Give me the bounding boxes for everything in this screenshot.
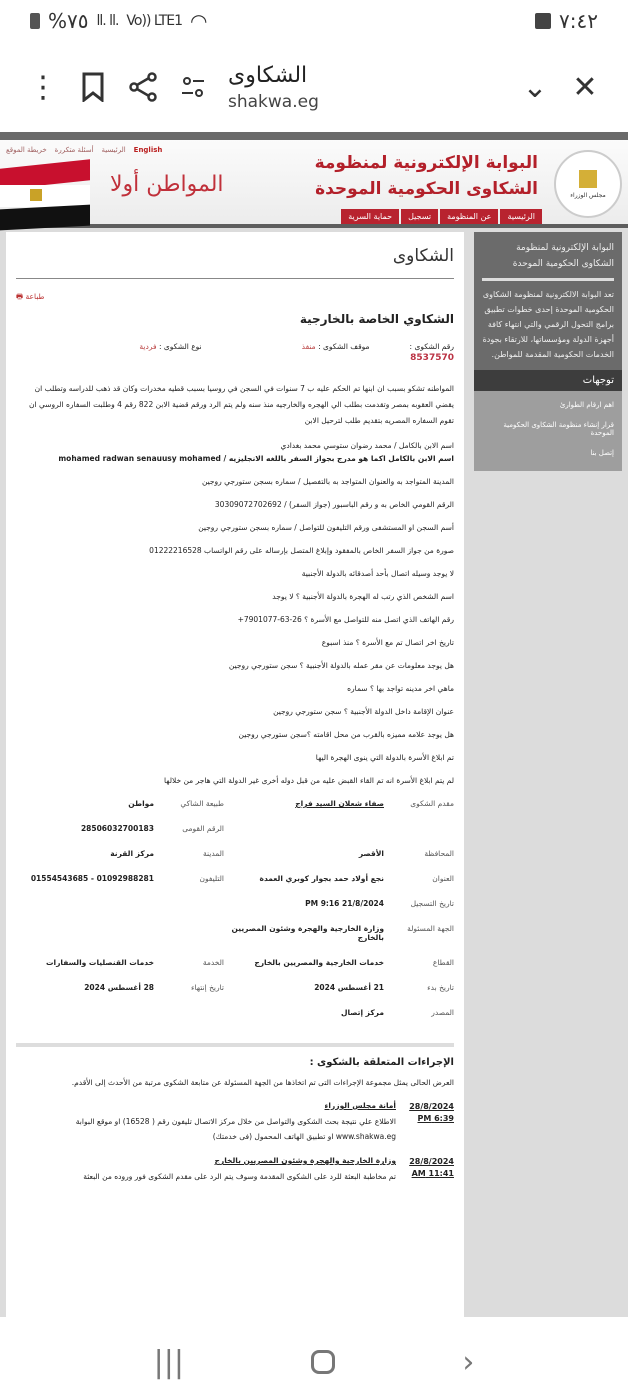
nav-register[interactable]: تسجيل [401,209,438,224]
detail-line: اسم الابن بالكامل / محمد رضوان ستوسي محمد بغدادي [280,441,454,450]
nav-privacy[interactable]: حماية السرية [341,209,399,224]
logo-caption: مجلس الوزراء [570,191,606,199]
complainant-info [16,799,454,1017]
wifi-icon: ◠ [190,9,208,33]
detail-line: لا يوجد وسيله اتصال بأحد أصدقائه بالدولة الأجنبية [301,569,454,578]
city: مركز القرنة [110,849,154,858]
detail-line: الرقم القومي الخاص به و رقم الباسبور (جواز السفر) / 30309072702692 [214,500,454,509]
print-label: طباعة [25,292,45,301]
actions-title: الإجراءات المتعلقة بالشكوى : [309,1057,454,1068]
governorate: الأقصر [358,849,384,858]
web-page [0,132,628,1317]
national-id: 28506032700183 [80,824,154,833]
detail-line: ماهي اخر مدينه تواجد بها ؟ سماره [347,684,454,693]
sidebar-text: تعد البوابة الالكترونية لمنظومة الشكاوى الحكومية الموحدة إحدى خطوات تطبيق برامج التحول الرقمي والتي انتهاء كافة أجهزة الدولة ومؤسساتها، للارتقاء بجودة الخدمات الحكومية المقدمة للمواطن. [482,290,614,359]
complaint-category-title: الشكاوي الخاصة بالخارجية [299,312,454,326]
detail-line: اسم الشخص الذي رتب له الهجرة بالدولة الأجنبية ؟ لا يوجد [272,592,454,601]
detail-line: اسم الابن بالكامل اكما هو مدرج بجواز السفر باللغه الانجليزيه / mohamed radwan senauusy mohamed [58,454,454,463]
service-label: الخدمة [202,958,224,967]
governorate-label: المحافظة [424,849,454,858]
submitter-label: مقدم الشكوى [410,799,454,808]
link-sitemap[interactable]: خريطة الموقع [6,146,47,154]
detail-line: عنوان الإقامة داخل الدولة الأجنبية ؟ سجن ستورجي روجين [273,707,454,716]
status-label: موقف الشكوى : [318,342,370,351]
sidebar-title: البوابة الإلكترونية لمنظومة الشكاوى الحكومية الموحدة [482,240,614,281]
page-title: الشكاوى [228,62,308,88]
actions-intro: العرض الحالى يمثل مجموعة الإجراءات التى تم اتخاذها من الجهة المسئولة عن متابعة الشكوى مرتبة من الأحدث إلى الأقدم. [71,1078,454,1087]
chevron-down-icon[interactable]: ⌄ [522,69,548,105]
sidebar-links [474,391,622,471]
network-label: Vo)) LTE1 [126,13,183,29]
action-date-day: 28/8/2024 [409,1157,454,1166]
sidebar-section-title: توجهات [474,370,622,391]
sector-label: القطاع [432,958,454,967]
complaint-number-label: رقم الشكوى : [409,342,454,351]
action-text: تم مخاطبة البعثة للرد على الشكوى المقدمة وسوف يتم الرد على مقدم الشكوى فور وروده من البعثة [83,1172,396,1181]
source: مركز إتصال [340,1008,384,1017]
link-english[interactable]: English [133,146,163,154]
egypt-flag-image [0,164,90,228]
action-time: 11:41 AM [411,1169,454,1178]
sidebar-link-contact[interactable]: إتصل بنا [590,449,614,457]
eagle-emblem-icon [579,170,597,188]
status-value: منفذ [301,342,316,351]
authority: وزارة الخارجية والهجرة وشئون المصريين بالخارج [231,924,384,942]
page-info[interactable] [218,63,510,112]
browser-toolbar [0,42,628,132]
portal-title-line2: الشكاوى الحكومية الموحدة [315,179,538,199]
action-text: الاطلاع علي نتيجة بحث الشكوى والتواصل من خلال مركز الاتصال تليفون رقم ( 16528) او موقع البوابة www.shakwa.eg او تطبيق الهاتف المحمول (فى خدمتك) [75,1117,396,1141]
type-label: نوع الشكوى : [158,342,202,351]
complaint-number: 8537570 [410,353,454,363]
service: خدمات القنصليات والسفارات [46,958,154,967]
detail-line: رقم الهاتف الذي اتصل منه للتواصل مع الأسرة ؟ 26-63-7901077+ [237,615,454,624]
detail-line: المدينة المتواجد به والعنوان المتواجد به بالتفصيل / سماره بسجن ستورجي روجين [201,477,454,486]
phone-label: التليفون [199,874,224,883]
authority-label: الجهة المسئولة [407,924,454,933]
complainant-type-label: طبيعة الشاكي [180,799,224,808]
site-header [0,140,628,228]
phone: 01092988281 - 01554543685 [30,874,154,883]
sidebar-about-box [474,232,622,370]
detail-line: هل يوجد علامه مميزه بالقرب من محل اقامته ؟سجن ستورجي روجين [238,730,454,739]
section-divider [16,1043,454,1047]
national-id-label: الرقم القومى [182,824,224,833]
more-menu-icon[interactable]: ⋮ [28,69,58,105]
home-icon[interactable] [311,1350,335,1374]
detail-line: تم ابلاغ الأسرة بالدولة التي ينوى الهجرة اليها [315,753,454,762]
status-bar [0,0,628,42]
action-date[interactable] [406,1156,454,1184]
main-nav [341,209,542,224]
complainant-type: مواطن [128,799,154,808]
action-org[interactable]: وزارة الخارجية والهجرة وشئون المصريين بالخارج [214,1156,396,1165]
complaint-meta [16,342,454,363]
clock: ٧:٤٢ [559,9,598,33]
page-url: shakwa.eg [228,91,319,112]
link-home[interactable]: الرئيسية [101,146,126,154]
sidebar-link-emergency[interactable]: اهم ارقام الطوارئ [559,401,614,409]
top-links [6,146,162,154]
action-org[interactable]: أمانة مجلس الوزراء [324,1101,396,1110]
back-icon[interactable]: › [462,1344,475,1380]
source-label: المصدر [431,1008,454,1017]
address-label: العنوان [432,874,454,883]
sidebar [474,232,622,1328]
address: نجع أولاد حمد بجوار كوبري العمدة [259,874,384,883]
sidebar-link-decree[interactable]: قرار إنشاء منظومة الشكاوى الحكومية الموحدة [503,421,614,437]
submitter-name[interactable]: صفاء شعلان السيد فراج [295,799,384,808]
detail-line: لم يتم ابلاغ الأسرة انه تم القاء القبض عليه من قبل دوله أخرى غير الدولة التي هاجر من خلالها [163,776,454,785]
detail-line: أسم السجن او المستشفى ورقم التليفون للتواصل / سماره بسجن ستورجي روجين [198,523,454,532]
recent-apps-icon[interactable]: ||| [153,1344,184,1380]
link-faq[interactable]: أسئلة متكررة [54,146,94,154]
top-strip [0,132,628,140]
registered-date: 21/8/2024 9:16 PM [305,899,384,908]
city-label: المدينة [202,849,224,858]
detail-line: تاريخ اخر اتصال تم مع الأسرة ؟ منذ اسبوع [321,638,454,647]
registered-label: تاريخ التسجيل [410,899,454,908]
action-item [16,1156,454,1184]
action-time: 6:39 PM [417,1114,454,1123]
type-value: فردية [139,342,157,351]
complaint-details [6,232,464,1328]
android-nav-bar [0,1317,628,1400]
sector: خدمات الخارجية والمصريين بالخارج [254,958,384,967]
cabinet-logo[interactable] [554,150,622,218]
battery-icon [30,13,40,29]
action-date[interactable] [406,1101,454,1144]
signal-icon: ll. ll. [96,13,119,29]
share-icon[interactable] [118,62,168,112]
end-date-label: تاريخ إنتهاء [190,983,224,992]
slogan: المواطن أولا [110,172,224,197]
detail-line: صورة من جواز السفر الخاص بالمفقود وإبلاغ المتصل بإرساله على رقم الواتساب 01222216528 [149,546,454,555]
start-date: 21 أغسطس 2024 [314,983,384,992]
close-icon[interactable]: ✕ [572,69,598,105]
battery-level: %٧٥ [48,9,89,33]
portal-title-line1: البوابة الإلكترونية لمنظومة [314,153,538,173]
start-date-label: تاريخ بدء [427,983,454,992]
detail-line: هل يوجد معلومات عن مقر عمله بالدولة الأجنبية ؟ سجن ستورجي روجين [228,661,454,670]
print-link[interactable]: 🖶 طباعة [16,292,45,301]
complaint-description: المواطنه تشكو بسبب ان ابنها تم الحكم عليه ب 7 سنوات في السجن في روسيا بسبب قطيه مخدرات وكان قد ذهب للدراسه وتطلب ان يقضي العقوبه بمصر وتقدمت بطلب الي الهجره والخارجيه منذ سنه ولم يتم الرد ورقم قضية الابن 822 رقم 4 وطلبت السفاره الروسي ان تقوم السفاره المصريه بتقديم طلب لترحيل الابن [28,384,454,425]
nav-home[interactable]: الرئيسية [500,209,542,224]
image-notification-icon [535,13,551,29]
portal-title [315,150,538,202]
site-settings-icon[interactable] [168,62,218,112]
end-date: 28 أغسطس 2024 [84,983,154,992]
action-item [16,1101,454,1144]
bookmark-icon[interactable] [68,62,118,112]
nav-about[interactable]: عن المنظومة [440,209,498,224]
action-date-day: 28/8/2024 [409,1102,454,1111]
page-heading: الشكاوى [16,240,454,279]
